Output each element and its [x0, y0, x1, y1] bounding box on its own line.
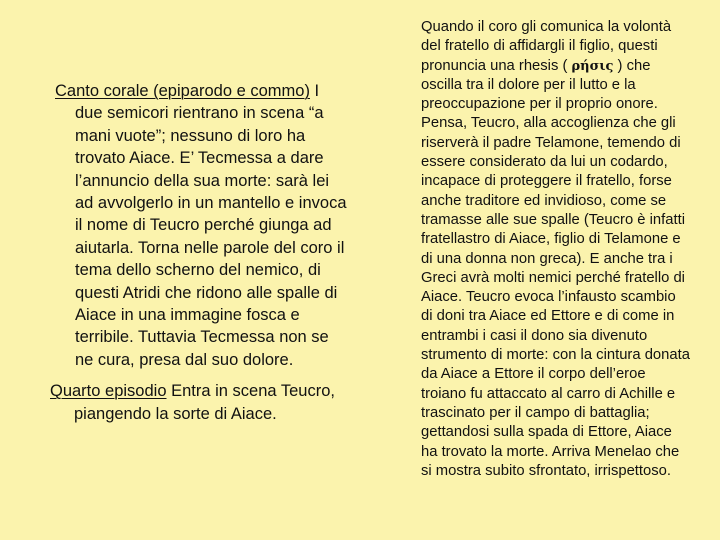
teucro-paragraph — [421, 18, 691, 481]
canto-corale-text: I due semicori rientrano in scena “a mani vuote”; nessuno di loro ha trovato Aiace. E’ Tecmessa a dare l’annuncio della sua morte: sarà lei ad avvolgerlo in un mantello e invoca il nome di Teucro perché giunga ad aiutarla. Torna nelle parole del coro il tema dello scherno del nemico, di questi Atridi che ridono alle spalle di Aiace in una immagine fosca e terribile. Tuttavia Tecmessa non se ne cura, presa dal suo dolore. — [75, 82, 347, 369]
quarto-episodio-paragraph — [50, 380, 350, 425]
canto-corale-paragraph — [50, 80, 350, 371]
teucro-text-intro: Quando il coro gli comunica la volontà del fratello di affidargli il figlio, questi pronuncia una rhesis ( — [421, 19, 672, 74]
quarto-episodio-heading: Quarto episodio — [50, 382, 167, 401]
canto-corale-heading: Canto corale (epiparodo e commo) — [55, 82, 310, 100]
quarto-episodio-text: Entra in scena Teucro, piangendo la sorte di Aiace. — [74, 382, 335, 423]
greek-word-rhesis: ρήσις — [571, 58, 614, 74]
teucro-text-body: ) che oscilla tra il dolore per il lutto e la preoccupazione per il proprio onore. Pensa, Teucro, alla accoglienza che gli riserverà il padre Telamone, temendo di essere considerato da lui un codardo, incapace di proteggere il fratello, forse anche traditore ed invidioso, come se tramasse alle sue spalle (Teucro è infatti fratellastro di Aiace, figlio di Telamone e di una donna non greca). E anche tra i Greci avrà molti nemici perché fratello di Aiace. Teucro evoca l’infausto scambio di doni tra Aiace ed Ettore e di come in entrambi i casi il dono sia divenuto strumento di morte: con la cintura donata da Aiace a Ettore il corpo dell’eroe troiano fu attaccato al carro di Achille e trascinato per il campo di battaglia; gettandosi sulla spada di Ettore, Aiace ha trovato la morte. Arriva Menelao che si mostra subito sfrontato, irrispettoso. — [421, 57, 690, 479]
left-column — [50, 80, 350, 425]
right-column — [421, 18, 691, 481]
